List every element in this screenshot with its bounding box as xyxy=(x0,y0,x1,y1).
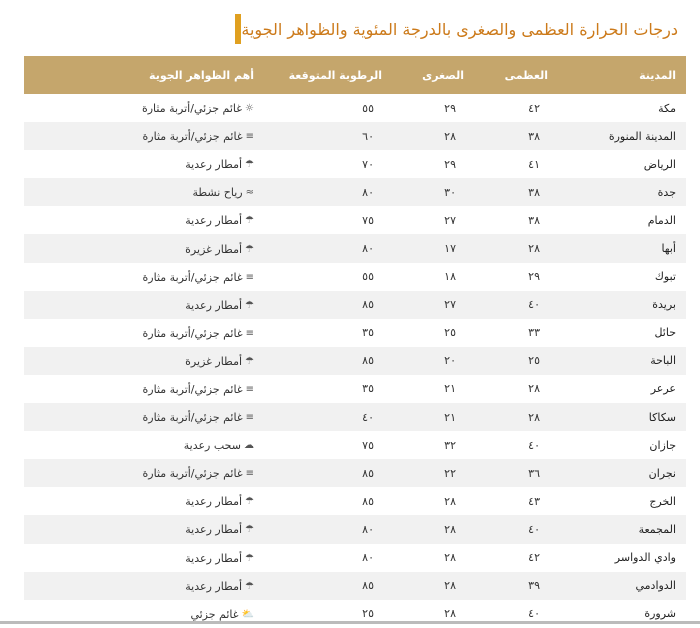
humidity-cell: ٨٥ xyxy=(362,494,374,508)
weather-phenomenon xyxy=(143,130,254,143)
table-row xyxy=(24,206,686,234)
weather-text: أمطار رعدية xyxy=(185,298,243,312)
weather-text: غائم جزئي/أتربة مثارة xyxy=(142,270,243,284)
table-row xyxy=(24,291,686,319)
max-temp-cell: ٣٩ xyxy=(528,579,540,593)
humidity-cell: ٨٥ xyxy=(362,354,374,368)
weather-phenomenon xyxy=(184,439,254,452)
weather-table-container xyxy=(24,56,686,628)
weather-phenomenon xyxy=(192,186,254,199)
weather-phenomenon xyxy=(143,411,254,424)
min-temp-cell: ٢١ xyxy=(444,410,456,424)
weather-phenomenon xyxy=(143,383,254,396)
table-row xyxy=(24,544,686,572)
weather-cell xyxy=(24,150,264,178)
table-row xyxy=(24,431,686,459)
min-temp-cell: ٢٧ xyxy=(444,298,456,312)
header-weather: أهم الظواهر الجوية xyxy=(149,68,254,82)
weather-cell xyxy=(24,122,264,150)
thunderstorm-icon: ☂ xyxy=(245,552,254,564)
weather-cell xyxy=(24,403,264,431)
max-temp-cell: ٤٣ xyxy=(528,494,540,508)
max-temp-cell: ٢٥ xyxy=(528,354,540,368)
weather-phenomenon xyxy=(185,355,254,368)
weather-phenomenon xyxy=(143,467,254,480)
table-header-row xyxy=(24,56,686,94)
table-row xyxy=(24,375,686,403)
humidity-cell: ٨٥ xyxy=(362,579,374,593)
weather-cell xyxy=(24,515,264,543)
min-temp-cell: ٣٠ xyxy=(444,185,456,199)
table-row xyxy=(24,515,686,543)
city-cell: أبها xyxy=(661,242,676,256)
weather-text: أمطار رعدية xyxy=(185,551,243,565)
min-temp-cell: ٢٩ xyxy=(444,157,456,171)
city-cell: الباحة xyxy=(650,354,676,368)
min-temp-cell: ١٧ xyxy=(444,242,456,256)
weather-phenomenon xyxy=(185,243,254,256)
weather-phenomenon xyxy=(143,271,254,284)
weather-text: غائم جزئي/أتربة مثارة xyxy=(142,467,243,481)
dust-icon: ≡ xyxy=(245,383,254,395)
table-row xyxy=(24,94,686,122)
table-body xyxy=(24,94,686,628)
humidity-cell: ٨٠ xyxy=(362,522,374,536)
weather-text: سحب رعدية xyxy=(183,439,241,453)
table-row xyxy=(24,459,686,487)
thunderstorm-icon: ☂ xyxy=(245,496,254,508)
wind-icon: ≈ xyxy=(245,187,254,199)
thunderstorm-icon: ☂ xyxy=(245,215,254,227)
header-max: العظمى xyxy=(504,68,548,82)
min-temp-cell: ٢٨ xyxy=(444,522,456,536)
humidity-cell: ٦٠ xyxy=(362,129,374,143)
max-temp-cell: ٤٠ xyxy=(528,522,540,536)
weather-phenomenon xyxy=(185,158,254,171)
min-temp-cell: ٢٢ xyxy=(444,466,456,480)
humidity-cell: ٥٥ xyxy=(362,270,374,284)
min-temp-cell: ٢٨ xyxy=(444,607,456,621)
max-temp-cell: ٢٨ xyxy=(528,382,540,396)
min-temp-cell: ٢٩ xyxy=(444,101,456,115)
weather-cell xyxy=(24,487,264,515)
weather-cell xyxy=(24,319,264,347)
rain-icon: ☂ xyxy=(245,243,254,255)
humidity-cell: ٢٥ xyxy=(362,607,374,621)
table-row xyxy=(24,572,686,600)
header-humidity: الرطوبة المتوقعة xyxy=(288,68,382,82)
humidity-cell: ٨٥ xyxy=(362,466,374,480)
page-title: درجات الحرارة العظمى والصغرى بالدرجة المئوية والظواهر الجوية xyxy=(241,19,678,39)
city-cell: جدة xyxy=(657,185,676,199)
page-title-bar xyxy=(235,14,686,44)
weather-cell xyxy=(24,263,264,291)
weather-phenomenon xyxy=(185,523,254,536)
city-cell: تبوك xyxy=(654,270,676,284)
max-temp-cell: ٣٣ xyxy=(528,326,540,340)
city-cell: حائل xyxy=(654,326,676,340)
weather-cell xyxy=(24,291,264,319)
weather-text: غائم جزئي/أتربة مثارة xyxy=(142,382,243,396)
city-cell: الرياض xyxy=(643,157,676,171)
humidity-cell: ٨٠ xyxy=(362,185,374,199)
weather-text: غائم جزئي/أتربة مثارة xyxy=(142,411,243,425)
weather-phenomenon xyxy=(190,608,254,621)
table-row xyxy=(24,263,686,291)
city-cell: جازان xyxy=(649,438,676,452)
humidity-cell: ٤٠ xyxy=(362,410,374,424)
max-temp-cell: ٤٠ xyxy=(528,438,540,452)
max-temp-cell: ٤٢ xyxy=(528,551,540,565)
dust-icon: ≡ xyxy=(245,468,254,480)
city-cell: بريدة xyxy=(652,298,676,312)
bottom-scroll-divider xyxy=(0,621,700,624)
max-temp-cell: ٢٨ xyxy=(528,410,540,424)
max-temp-cell: ٣٨ xyxy=(528,185,540,199)
weather-cell xyxy=(24,572,264,600)
weather-cell xyxy=(24,206,264,234)
weather-text: غائم جزئي/أتربة مثارة xyxy=(142,326,243,340)
humidity-cell: ٥٥ xyxy=(362,101,374,115)
max-temp-cell: ٢٨ xyxy=(528,242,540,256)
city-cell: عرعر xyxy=(650,382,676,396)
weather-text: أمطار غزيرة xyxy=(185,242,243,256)
weather-cell xyxy=(24,431,264,459)
humidity-cell: ٣٥ xyxy=(362,382,374,396)
weather-phenomenon xyxy=(185,580,254,593)
thunderstorm-icon: ☂ xyxy=(245,524,254,536)
weather-cell xyxy=(24,375,264,403)
humidity-cell: ٣٥ xyxy=(362,326,374,340)
min-temp-cell: ٢٨ xyxy=(444,579,456,593)
dust-icon: ≡ xyxy=(245,327,254,339)
rain-icon: ☂ xyxy=(245,355,254,367)
weather-cell xyxy=(24,459,264,487)
city-cell: مكة xyxy=(658,101,676,115)
max-temp-cell: ٢٩ xyxy=(528,270,540,284)
weather-text: غائم جزئي xyxy=(190,607,239,621)
min-temp-cell: ٢٨ xyxy=(444,494,456,508)
weather-cell xyxy=(24,347,264,375)
city-cell: المجمعة xyxy=(638,522,676,536)
weather-phenomenon xyxy=(143,327,254,340)
min-temp-cell: ٢٧ xyxy=(444,213,456,227)
min-temp-cell: ٢٨ xyxy=(444,129,456,143)
weather-cell xyxy=(24,544,264,572)
thundercloud-icon: ☁ xyxy=(244,440,254,452)
city-cell: الدمام xyxy=(647,213,676,227)
weather-phenomenon xyxy=(185,552,254,565)
min-temp-cell: ٢٠ xyxy=(444,354,456,368)
weather-table xyxy=(24,56,686,628)
thunderstorm-icon: ☂ xyxy=(245,580,254,592)
weather-cell xyxy=(24,234,264,262)
table-row xyxy=(24,487,686,515)
max-temp-cell: ٣٦ xyxy=(528,466,540,480)
table-row xyxy=(24,122,686,150)
max-temp-cell: ٣٨ xyxy=(528,213,540,227)
city-cell: نجران xyxy=(648,466,676,480)
sun-icon: ☼ xyxy=(245,103,254,115)
table-row xyxy=(24,403,686,431)
weather-phenomenon xyxy=(142,102,254,115)
dust-icon: ≡ xyxy=(245,271,254,283)
thunderstorm-icon: ☂ xyxy=(245,299,254,311)
city-cell: المدينة المنورة xyxy=(608,129,676,143)
table-row xyxy=(24,150,686,178)
weather-text: أمطار رعدية xyxy=(185,495,243,509)
weather-phenomenon xyxy=(185,495,254,508)
table-row xyxy=(24,178,686,206)
min-temp-cell: ٢٨ xyxy=(444,551,456,565)
max-temp-cell: ٤١ xyxy=(528,157,540,171)
table-row xyxy=(24,234,686,262)
max-temp-cell: ٤٠ xyxy=(528,607,540,621)
city-cell: الدوادمي xyxy=(635,579,676,593)
humidity-cell: ٧٥ xyxy=(362,213,374,227)
table-row xyxy=(24,347,686,375)
table-row xyxy=(24,319,686,347)
weather-text: رياح نشطة xyxy=(192,186,243,200)
weather-cell xyxy=(24,178,264,206)
weather-phenomenon xyxy=(185,299,254,312)
header-city: المدينة xyxy=(639,68,676,82)
thunderstorm-icon: ☂ xyxy=(245,159,254,171)
humidity-cell: ٧٥ xyxy=(362,438,374,452)
weather-cell xyxy=(24,94,264,122)
weather-text: أمطار رعدية xyxy=(185,158,243,172)
city-cell: سكاكا xyxy=(648,410,676,424)
max-temp-cell: ٣٨ xyxy=(528,129,540,143)
min-temp-cell: ١٨ xyxy=(444,270,456,284)
weather-phenomenon xyxy=(185,214,254,227)
humidity-cell: ٨٠ xyxy=(362,242,374,256)
min-temp-cell: ٢١ xyxy=(444,382,456,396)
city-cell: وادي الدواسر xyxy=(614,551,676,565)
dust-icon: ≡ xyxy=(245,131,254,143)
max-temp-cell: ٤٠ xyxy=(528,298,540,312)
dust-icon: ≡ xyxy=(245,412,254,424)
humidity-cell: ٨٥ xyxy=(362,298,374,312)
min-temp-cell: ٣٢ xyxy=(444,438,456,452)
city-cell: شرورة xyxy=(644,607,676,621)
min-temp-cell: ٢٥ xyxy=(444,326,456,340)
weather-text: أمطار رعدية xyxy=(185,579,243,593)
city-cell: الخرج xyxy=(649,494,676,508)
weather-text: غائم جزئي/أتربة مثارة xyxy=(141,102,243,116)
weather-text: غائم جزئي/أتربة مثارة xyxy=(142,130,243,144)
weather-text: أمطار غزيرة xyxy=(185,354,243,368)
humidity-cell: ٨٠ xyxy=(362,551,374,565)
max-temp-cell: ٤٢ xyxy=(528,101,540,115)
weather-text: أمطار رعدية xyxy=(185,523,243,537)
partly-cloudy-icon: ⛅ xyxy=(241,608,254,620)
header-min: الصغرى xyxy=(422,68,464,82)
weather-text: أمطار رعدية xyxy=(185,214,243,228)
humidity-cell: ٧٠ xyxy=(362,157,374,171)
